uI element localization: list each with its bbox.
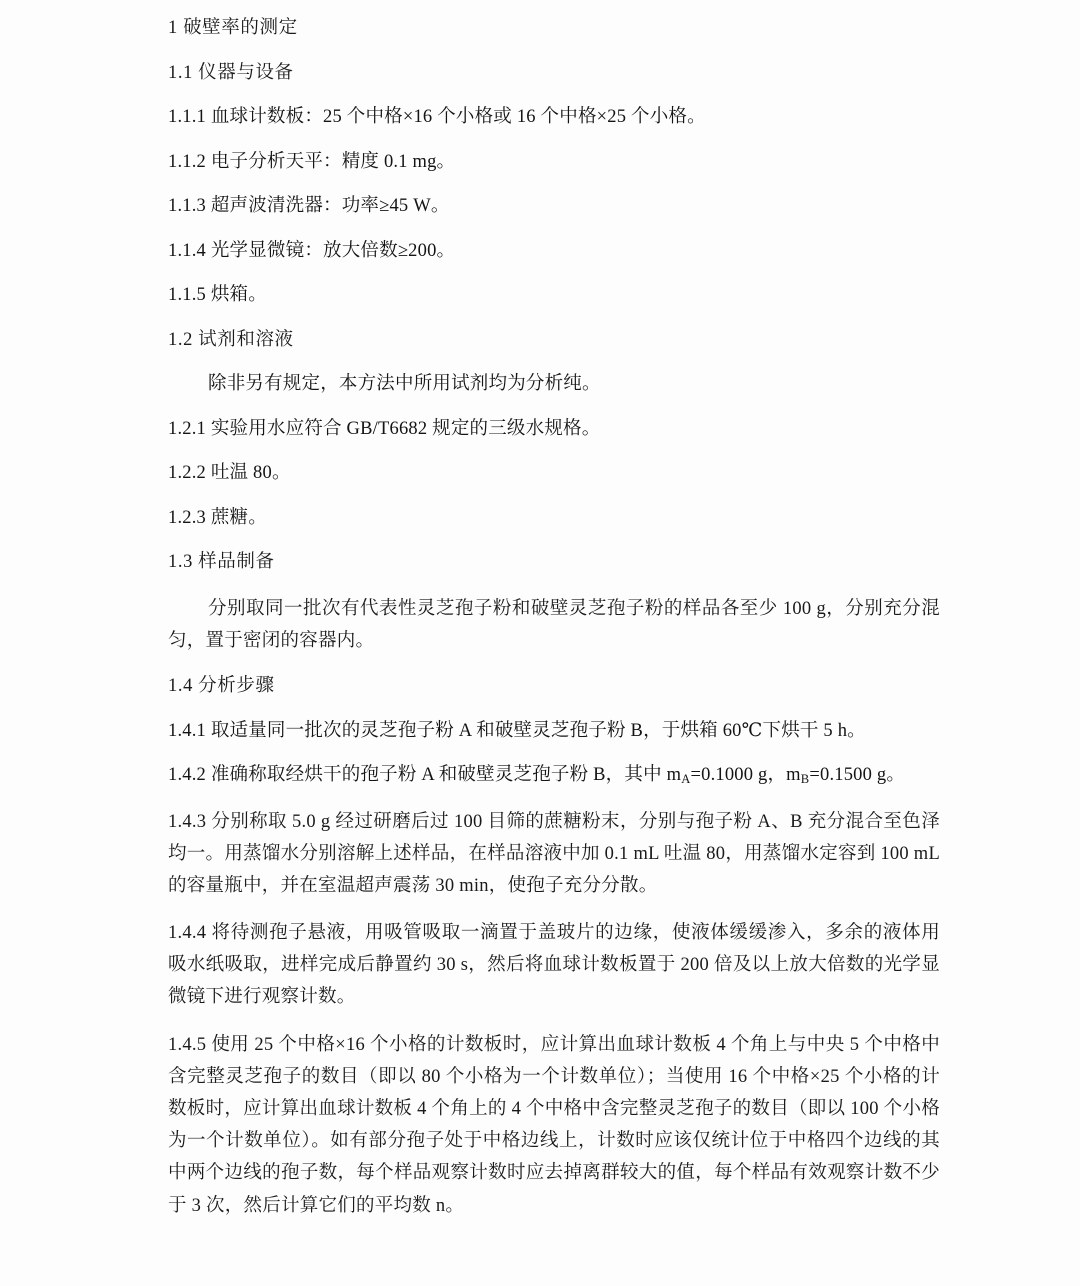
heading-1-1: 1.1 仪器与设备	[168, 62, 294, 83]
paragraph-1-4-2-suffix: =0.1500 g。	[809, 765, 906, 786]
heading-1-2: 1.2 试剂和溶液	[168, 329, 294, 350]
paragraph-1-2-2: 1.2.2 吐温 80。	[168, 463, 291, 484]
paragraph-1-2-intro: 除非另有规定，本方法中所用试剂均为分析纯。	[208, 374, 601, 395]
paragraph-1-4-4: 1.4.4 将待测孢子悬液，用吸管吸取一滴置于盖玻片的边缘，使液体缓缓渗入，多余的液体用吸水纸吸取，进样完成后静置约 30 s，然后将血球计数板置于 200 倍及以上放大倍数的光学显微镜下进行观察计数。	[168, 923, 940, 1008]
heading-1-3: 1.3 样品制备	[168, 552, 275, 572]
paragraph-1-1-3: 1.1.3 超声波清洗器：功率≥45 W。	[168, 196, 450, 217]
section-title: 1 破壁率的测定	[168, 18, 298, 38]
paragraph-1-3-body: 分别取同一批次有代表性灵芝孢子粉和破壁灵芝孢子粉的样品各至少 100 g，分别充分混匀，置于密闭的容器内。	[168, 598, 940, 651]
subscript-a: A	[681, 771, 691, 786]
paragraph-1-2-1: 1.2.1 实验用水应符合 GB/T6682 规定的三级水规格。	[168, 418, 601, 439]
paragraph-1-4-5: 1.4.5 使用 25 个中格×16 个小格的计数板时，应计算出血球计数板 4 个角上与中央 5 个中格中含完整灵芝孢子的数目（即以 80 个小格为一个计数单位）；当使用 16 个中格×25 个小格的计数板时，应计算出血球计数板 4 个角上的 4 个中格中含完整灵芝孢子的数目（即以 100 个小格为一个计数单位）。如有部分孢子处于中格边线上，计数时应该仅统计位于中格四个边线的其中两个边线的孢子数，每个样品观察计数时应去掉离群较大的值，每个样品有效观察计数不少于 3 次，然后计算它们的平均数 n。	[168, 1034, 940, 1216]
paragraph-1-1-4: 1.1.4 光学显微镜：放大倍数≥200。	[168, 240, 456, 261]
subscript-b: B	[800, 771, 810, 786]
paragraph-1-1-1: 1.1.1 血球计数板：25 个中格×16 个小格或 16 个中格×25 个小格。	[168, 107, 706, 128]
paragraph-1-4-2	[168, 761, 940, 791]
paragraph-1-1-2: 1.1.2 电子分析天平：精度 0.1 mg。	[168, 151, 456, 172]
paragraph-1-4-2-prefix: 1.4.2 准确称取经烘干的孢子粉 A 和破壁灵芝孢子粉 B，其中 m	[168, 765, 682, 786]
paragraph-1-4-3: 1.4.3 分别称取 5.0 g 经过研磨后过 100 目筛的蔗糖粉末，分别与孢子粉 A、B 充分混合至色泽均一。用蒸馏水分别溶解上述样品，在样品溶液中加 0.1 mL 吐温 80，用蒸馏水定容到 100 mL 的容量瓶中，并在室温超声震荡 30 min，使孢子充分分散。	[168, 811, 940, 896]
heading-1-4: 1.4 分析步骤	[168, 675, 275, 696]
paragraph-1-1-5: 1.1.5 烘箱。	[168, 285, 267, 306]
paragraph-1-4-2-mid: =0.1000 g，m	[690, 765, 801, 786]
paragraph-1-2-3: 1.2.3 蔗糖。	[168, 507, 267, 528]
paragraph-1-4-1: 1.4.1 取适量同一批次的灵芝孢子粉 A 和破壁灵芝孢子粉 B，于烘箱 60℃下烘干 5 h。	[168, 720, 866, 741]
